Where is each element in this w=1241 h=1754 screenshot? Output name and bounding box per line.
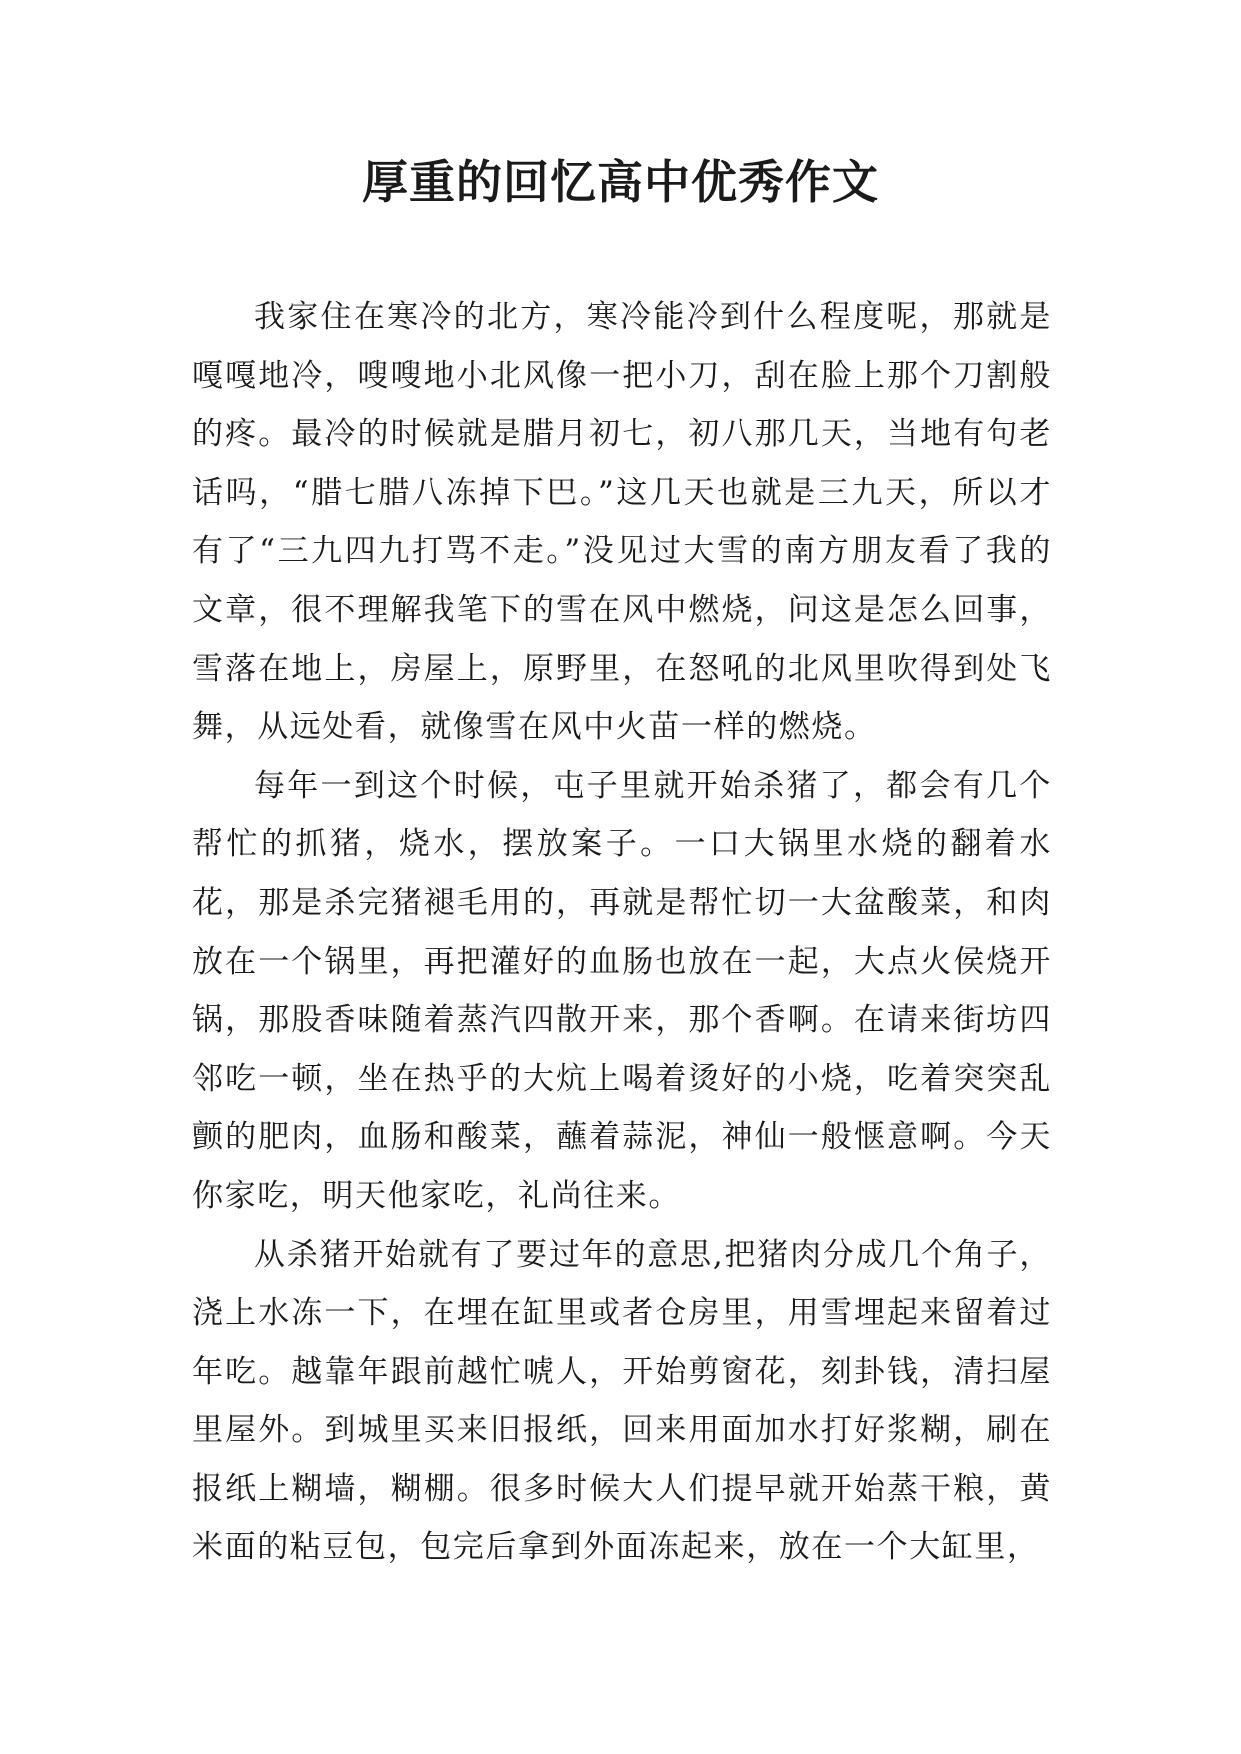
paragraph-1: 我家住在寒冷的北方，寒冷能冷到什么程度呢，那就是嘎嘎地冷，嗖嗖地小北风像一把小刀，刮在脸上那个刀割般的疼。最冷的时候就是腊月初七，初八那几天，当地有句老话吗，“腊七腊八冻掉下巴。”这几天也就是三九天，所以才有了“三九四九打骂不走。”没见过大雪的南方朋友看了我的文章，很不理解我笔下的雪在风中燃烧，问这是怎么回事，雪落在地上，房屋上，原野里，在怒吼的北风里吹得到处飞舞，从远处看，就像雪在风中火苗一样的燃烧。 <box>192 299 1052 746</box>
document-title: 厚重的回忆高中优秀作文 <box>362 155 879 209</box>
paragraph-2: 每年一到这个时候，屯子里就开始杀猪了，都会有几个帮忙的抓猪，烧水，摆放案子。一口大锅里水烧的翻着水花，那是杀完猪褪毛用的，再就是帮忙切一大盆酸菜，和肉放在一个锅里，再把灌好的血肠也放在一起，大点火侯烧开锅，那股香味随着蒸汽四散开来，那个香啊。在请来街坊四邻吃一顿，坐在热乎的大炕上喝着烫好的小烧，吃着突突乱颤的肥肉，血肠和酸菜，蘸着蒜泥，神仙一般惬意啊。今天你家吃，明天他家吃，礼尚往来。 <box>192 767 1052 1214</box>
paragraph-3: 从杀猪开始就有了要过年的意思,把猪肉分成几个角子，浇上水冻一下，在埋在缸里或者仓房里，用雪埋起来留着过年吃。越靠年跟前越忙唬人，开始剪窗花，刻卦钱，清扫屋里屋外。到城里买来旧报纸，回来用面加水打好浆糊，刷在报纸上糊墙，糊棚。很多时候大人们提早就开始蒸干粮，黄米面的粘豆包，包完后拿到外面冻起来，放在一个大缸里， <box>192 1236 1052 1566</box>
document-body <box>192 288 1052 1577</box>
